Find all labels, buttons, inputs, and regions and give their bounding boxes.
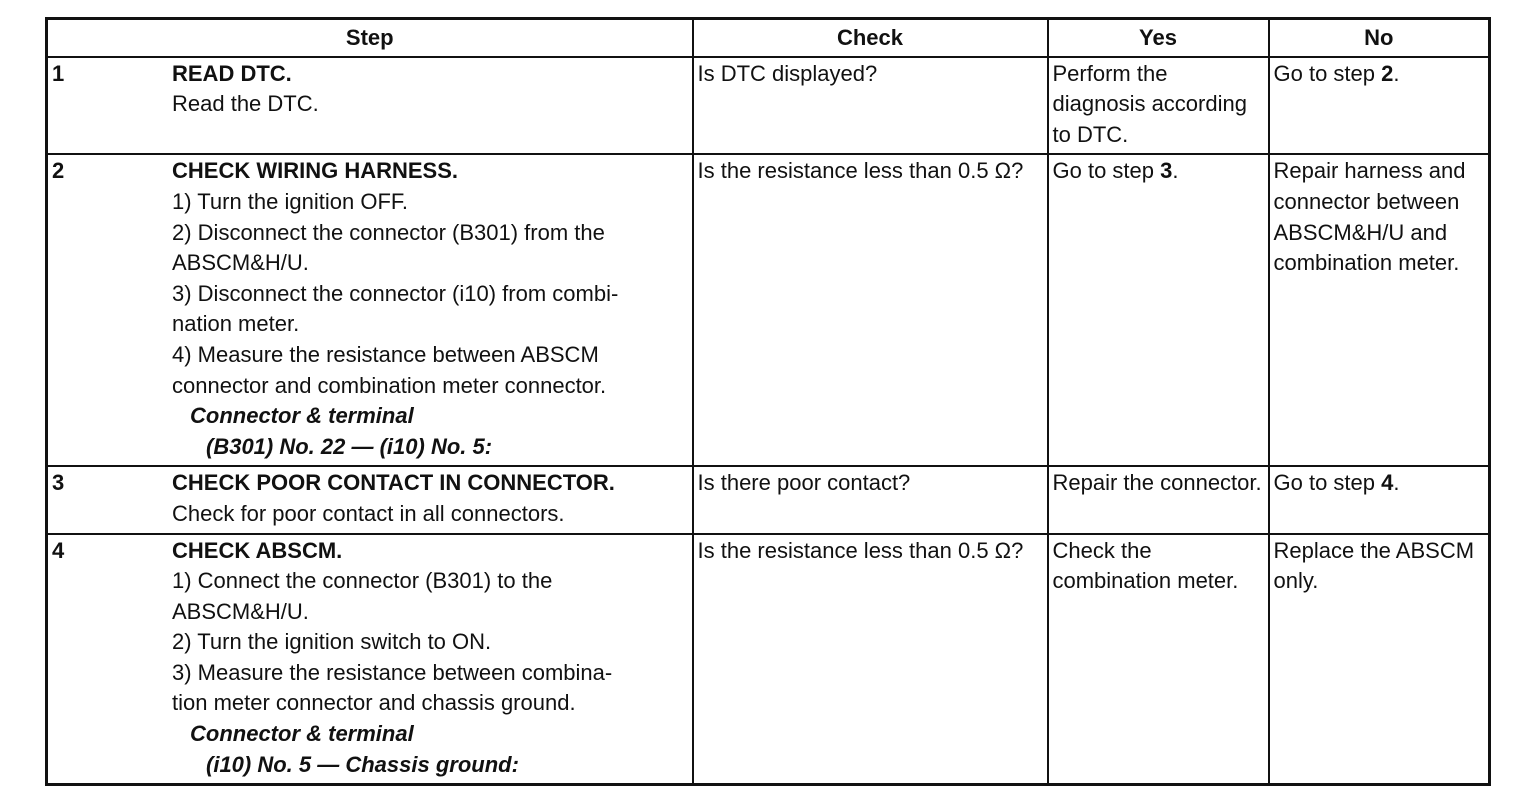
step-cell <box>47 466 693 533</box>
no-cell <box>1269 57 1490 155</box>
step-title: CHECK POOR CONTACT IN CONNECTOR. <box>172 470 615 496</box>
header-yes: Yes <box>1048 19 1269 57</box>
no-step-ref: 4 <box>1381 470 1394 496</box>
step-line: 3) Measure the resistance between combina- <box>172 659 613 685</box>
step-line: 3) Disconnect the connector (i10) from combi- <box>172 280 619 306</box>
yes-suffix: . <box>1172 158 1179 184</box>
no-cell: Replace the ABSCM only. <box>1269 534 1490 785</box>
check-cell: Is DTC displayed? <box>693 57 1048 155</box>
no-suffix: . <box>1393 470 1400 496</box>
step-title: CHECK ABSCM. <box>172 537 343 563</box>
step-line: ABSCM&H/U. <box>172 598 309 624</box>
yes-cell: Check the combination meter. <box>1048 534 1269 785</box>
yes-text: Go to step <box>1052 158 1161 184</box>
step-line: ABSCM&H/U. <box>172 250 309 276</box>
step-line: nation meter. <box>172 311 300 337</box>
table-row <box>47 57 1490 155</box>
yes-cell <box>1048 154 1269 466</box>
step-line: connector and combination meter connector. <box>172 372 607 398</box>
yes-cell: Perform the diagnosis according to DTC. <box>1048 57 1269 155</box>
no-text: Go to step <box>1273 470 1382 496</box>
step-number: 4 <box>52 537 65 563</box>
step-line: 1) Connect the connector (B301) to the <box>172 568 553 594</box>
step-title: READ DTC. <box>172 60 292 86</box>
header-no: No <box>1269 19 1490 57</box>
step-line: 4) Measure the resistance between ABSCM <box>172 341 599 367</box>
header-step: Step <box>47 19 693 57</box>
step-cell <box>47 57 693 155</box>
step-line: Read the DTC. <box>172 91 319 117</box>
table-row <box>47 154 1490 466</box>
connector-terminal-value: (i10) No. 5 — Chassis ground: <box>206 751 519 777</box>
no-step-ref: 2 <box>1381 60 1394 86</box>
step-title: CHECK WIRING HARNESS. <box>172 158 459 184</box>
table-row <box>47 534 1490 785</box>
step-line: Check for poor contact in all connectors. <box>172 500 565 526</box>
table-row <box>47 466 1490 533</box>
yes-step-ref: 3 <box>1160 158 1173 184</box>
step-line: tion meter connector and chassis ground. <box>172 690 576 716</box>
step-line: 1) Turn the ignition OFF. <box>172 188 408 214</box>
step-number: 2 <box>52 158 65 184</box>
step-cell <box>47 534 693 785</box>
connector-terminal-label: Connector & terminal <box>190 721 414 747</box>
step-cell <box>47 154 693 466</box>
connector-terminal-value: (B301) No. 22 — (i10) No. 5: <box>206 433 493 459</box>
step-line: 2) Turn the ignition switch to ON. <box>172 629 492 655</box>
connector-terminal-label: Connector & terminal <box>190 403 414 429</box>
check-cell: Is the resistance less than 0.5 Ω? <box>693 534 1048 785</box>
step-line: 2) Disconnect the connector (B301) from the <box>172 219 605 245</box>
no-cell: Repair harness and connector between ABSCM&H/U and combination meter. <box>1269 154 1490 466</box>
no-text: Go to step <box>1273 60 1382 86</box>
check-cell: Is the resistance less than 0.5 Ω? <box>693 154 1048 466</box>
header-check: Check <box>693 19 1048 57</box>
step-number: 3 <box>52 470 65 496</box>
header-row <box>47 19 1490 57</box>
diagnostic-table <box>45 17 1491 786</box>
step-number: 1 <box>52 60 65 86</box>
yes-cell: Repair the connector. <box>1048 466 1269 533</box>
no-cell <box>1269 466 1490 533</box>
check-cell: Is there poor contact? <box>693 466 1048 533</box>
no-suffix: . <box>1393 60 1400 86</box>
